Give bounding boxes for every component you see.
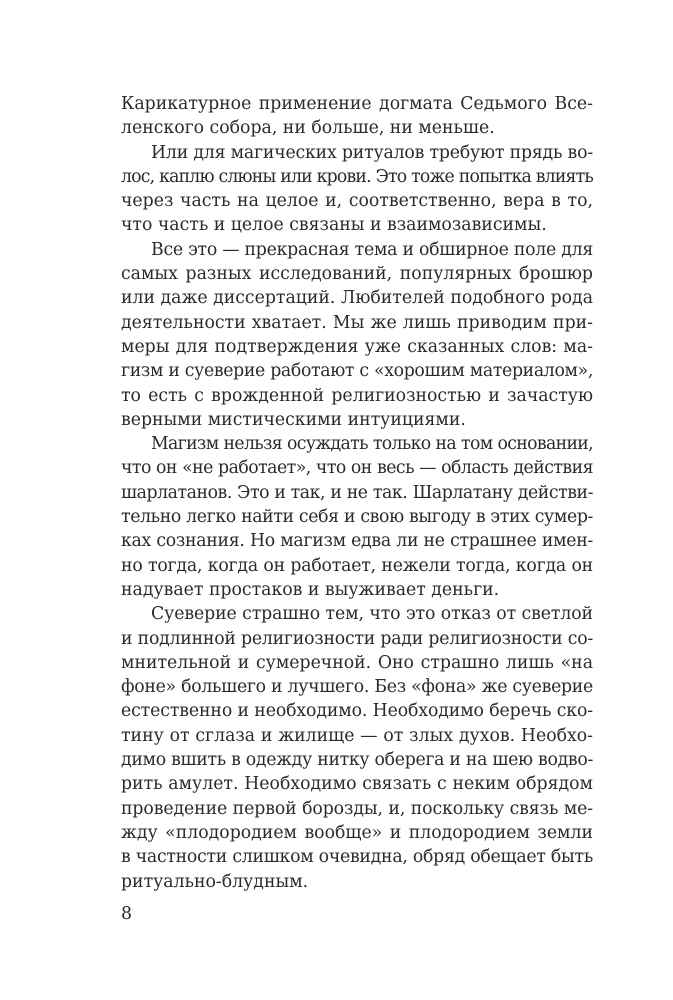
text-line: что часть и целое связаны и взаимозависимы. xyxy=(121,215,547,236)
text-line: рить амулет. Необходимо связать с неким обрядом xyxy=(121,774,593,795)
text-line: деятельности хватает. Мы же лишь приводим при- xyxy=(121,312,593,333)
text-line: Магизм нельзя осуждать только на том основании, xyxy=(151,434,593,455)
text-line: меры для подтверждения уже сказанных слов: ма- xyxy=(121,336,593,357)
text-line: шарлатанов. Это и так, и не так. Шарлатану действи- xyxy=(121,482,593,503)
paragraph xyxy=(121,432,593,602)
page-number: 8 xyxy=(121,904,132,924)
text-line: тельно легко найти себя и свою выгоду в этих сумер- xyxy=(121,507,593,528)
text-line: Или для магических ритуалов требуют прядь во- xyxy=(151,142,593,163)
text-line: ленского собора, ни больше, ни меньше. xyxy=(121,118,495,139)
text-line: верными мистическими интуициями. xyxy=(121,409,466,430)
text-line: ритуально-блудным. xyxy=(121,871,309,892)
paragraph xyxy=(121,92,593,141)
text-line: надувает простаков и выуживает деньги. xyxy=(121,579,500,600)
text-line: димо вшить в одежду нитку оберега и на шею водво- xyxy=(121,750,593,771)
text-line: Карикатурное применение догмата Седьмого Все- xyxy=(121,94,593,114)
text-line: но тогда, когда он работает, нежели тогда, когда он xyxy=(121,555,593,576)
text-line: жду «плодородием вообще» и плодородием земли xyxy=(121,822,593,843)
text-line: что он «не работает», что он весь — область действия xyxy=(121,458,593,479)
body-text xyxy=(121,92,593,894)
text-line: ках сознания. Но магизм едва ли не страшнее имен- xyxy=(121,531,593,552)
text-line: мнительной и сумеречной. Оно страшно лишь «на xyxy=(121,652,593,673)
text-line: в частности слишком очевидна, обряд обещает быть xyxy=(121,847,593,868)
text-line: Суеверие страшно тем, что это отказ от светлой xyxy=(151,604,593,625)
text-line: тину от сглаза и жилище — от злых духов. Необхо- xyxy=(121,725,593,746)
text-line: Все это — прекрасная тема и обширное поле для xyxy=(151,239,593,260)
paragraph xyxy=(121,238,593,432)
text-line: то есть с врожденной религиозностью и зачастую xyxy=(121,385,593,406)
text-line: гизм и суеверие работают с «хорошим материалом», xyxy=(121,361,593,382)
text-line: естественно и необходимо. Необходимо беречь ско- xyxy=(121,701,593,722)
text-line: через часть на целое и, соответственно, вера в то, xyxy=(121,191,593,212)
text-line: лос, каплю слюны или крови. Это тоже попытка влиять xyxy=(121,166,593,187)
text-line: и подлинной религиозности ради религиозности со- xyxy=(121,628,593,649)
text-line: проведение первой борозды, и, поскольку связь ме- xyxy=(121,798,593,819)
paragraph xyxy=(121,141,593,238)
text-line: или даже диссертаций. Любителей подобного рода xyxy=(121,288,593,309)
paragraph xyxy=(121,602,593,894)
text-line: самых разных исследований, популярных брошюр xyxy=(121,264,593,285)
text-line: фоне» большего и лучшего. Без «фона» же суеверие xyxy=(121,677,593,698)
